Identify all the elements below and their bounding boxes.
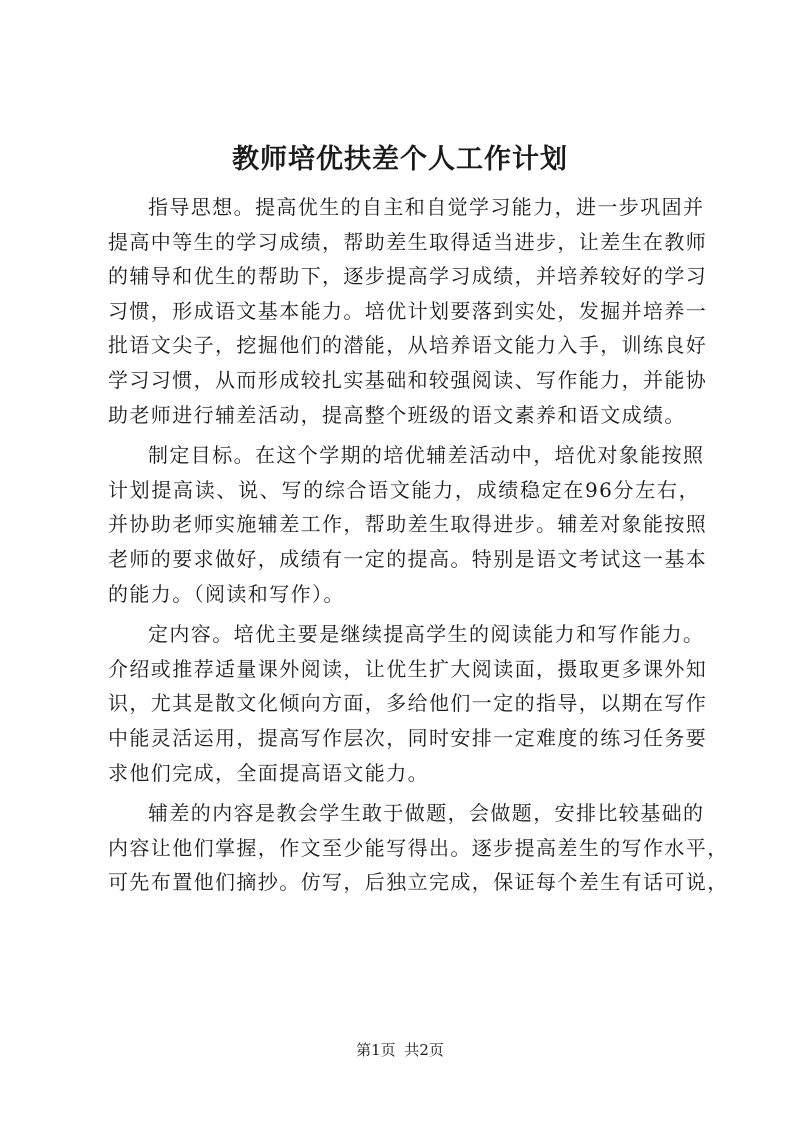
paragraph-line: 内容让他们掌握，作文至少能写得出。逐步提高差生的写作水平，: [108, 835, 729, 860]
paragraph-line: 计划提高读、说、写的综合语文能力，成绩稳定在96分左右，: [108, 477, 700, 502]
paragraph-line: 制定目标。在这个学期的培优辅差活动中，培优对象能按照: [148, 443, 705, 468]
paragraph-line: 并协助老师实施辅差工作，帮助差生取得进步。辅差对象能按照: [108, 512, 708, 537]
paragraph-content: [108, 617, 708, 790]
paragraph-line: 提高中等生的学习成绩，帮助差生取得适当进步，让差生在教师: [108, 229, 708, 254]
paragraph-line: 辅差的内容是教会学生敢于做题，会做题，安排比较基础的: [148, 801, 705, 826]
paragraph-line: 指导思想。提高优生的自主和自觉学习能力，进一步巩固并: [148, 195, 705, 219]
page-total: 共2页: [404, 1041, 444, 1059]
paragraph-line: 批语文尖子，挖掘他们的潜能，从培养语文能力入手，训练良好: [108, 333, 708, 358]
paragraph-line: 介绍或推荐适量课外阅读，让优生扩大阅读面，摄取更多课外知: [108, 656, 708, 681]
paragraph-line: 可先布置他们摘抄。仿写，后独立完成，保证每个差生有话可说，: [108, 870, 729, 895]
paragraph-line: 中能灵活运用，提高写作层次，同时安排一定难度的练习任务要: [108, 725, 708, 750]
paragraph-goals: [108, 438, 708, 611]
paragraph-line: 习惯，形成语文基本能力。培优计划要落到实处，发掘并培养一: [108, 298, 708, 323]
paragraph-line: 求他们完成，全面提高语文能力。: [108, 760, 429, 785]
page-footer: [0, 1040, 800, 1060]
paragraph-line: 的辅导和优生的帮助下，逐步提高学习成绩，并培养较好的学习: [108, 264, 708, 289]
paragraph-line: 识，尤其是散文化倾向方面，多给他们一定的指导，以期在写作: [108, 691, 708, 716]
paragraph-remedial-content: [108, 796, 729, 900]
paragraph-line: 学习习惯，从而形成较扎实基础和较强阅读、写作能力，并能协: [108, 367, 708, 392]
document-title: 教师培优扶差个人工作计划: [232, 144, 568, 175]
paragraph-line: 定内容。培优主要是继续提高学生的阅读能力和写作能力。: [148, 622, 705, 647]
paragraph-line: 老师的要求做好，成绩有一定的提高。特别是语文考试这一基本: [108, 546, 708, 571]
paragraph-line: 的能力。（阅读和写作）。: [108, 581, 345, 606]
document-body: [108, 190, 729, 906]
page-number: 第1页: [356, 1041, 396, 1059]
paragraph-guiding-thought: [108, 190, 708, 432]
paragraph-line: 助老师进行辅差活动，提高整个班级的语文素养和语文成绩。: [108, 402, 686, 427]
